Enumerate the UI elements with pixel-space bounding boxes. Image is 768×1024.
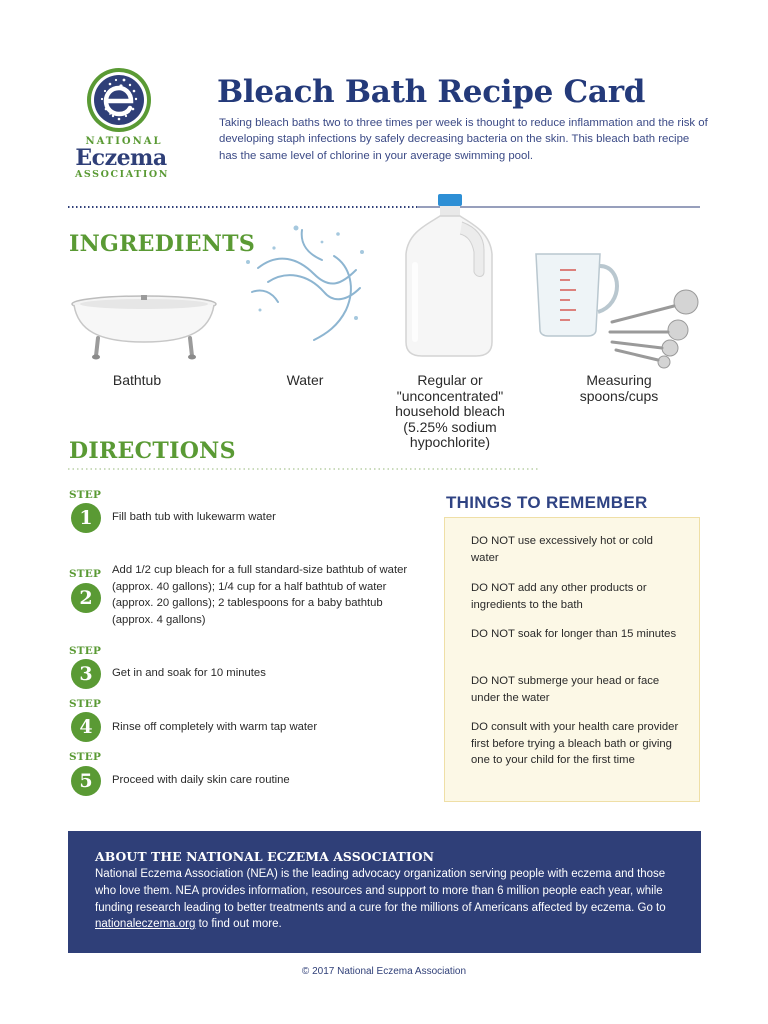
step-number-4: 4 [71,712,101,742]
ingredient-label-measuring: Measuring spoons/cups [579,372,659,404]
remember-item-3: DO NOT soak for longer than 15 minutes [471,628,677,640]
remember-item-5: DO consult with your health care provider first before trying a bleach bath or giving one to your child for the first time [471,721,679,767]
nea-logo [66,66,176,182]
bleach-jug-icon [398,192,498,360]
things-to-remember-heading: THINGS TO REMEMBER [446,493,648,512]
step-number-5: 5 [71,766,101,796]
directions-divider [68,466,538,472]
intro-paragraph: Taking bleach baths two to three times per week is thought to reduce inflammation and the risk of developing staph infections by safely decreasing bacteria on the skin. This bleach bath recipe has the same level of chlorine in your average swimming pool. [219,117,708,162]
header-divider [68,202,700,212]
step-label: STEP [69,568,102,580]
water-splash-icon [238,222,370,346]
step-number-3: 3 [71,659,101,689]
step-label: STEP [69,489,102,501]
about-text-before: National Eczema Association (NEA) is the leading advocacy organization serving people with eczema and those who love them. NEA provides information, resources and support to more than 6 million people each year, while funding research leading to better treatments and a cure for the millions of Americans affected by eczema. Go to [95,868,666,914]
step-text-2: Add 1/2 cup bleach for a full standard-size bathtub of water (approx. 40 gallons); 1/4 cup for a half bathtub of water (approx. 20 gallons); 2 tablespoons for a baby bathtub (approx. 4 gallons) [112,564,408,626]
step-number-2: 2 [71,583,101,613]
step-text-5: Proceed with daily skin care routine [112,774,290,786]
step-text-1: Fill bath tub with lukewarm water [112,511,276,523]
ingredient-label-bathtub: Bathtub [112,372,162,388]
step-number-1: 1 [71,503,101,533]
ingredient-label-water: Water [286,372,324,388]
logo-text-association: ASSOCIATION [74,169,170,180]
things-to-remember-box [444,517,700,802]
about-paragraph [95,866,685,933]
footer-copyright: © 2017 National Eczema Association [301,966,467,977]
remember-item-1: DO NOT use excessively hot or cold water [471,535,653,564]
remember-item-4: DO NOT submerge your head or face under the water [471,675,660,704]
website-link[interactable]: nationaleczema.org [95,918,196,931]
about-heading: ABOUT THE NATIONAL ECZEMA ASSOCIATION [95,849,435,864]
about-text-after: to find out more. [195,918,282,931]
step-label: STEP [69,698,102,710]
step-label: STEP [69,751,102,763]
page-title: Bleach Bath Recipe Card [217,74,646,110]
measuring-cup-icon [530,248,706,372]
logo-text-eczema: Eczema [75,145,167,171]
logo-text-national: NATIONAL [85,136,163,147]
about-section [68,831,701,953]
directions-heading: DIRECTIONS [69,438,236,464]
ingredients-heading: INGREDIENTS [69,231,256,257]
step-label: STEP [69,645,102,657]
step-text-3: Get in and soak for 10 minutes [112,667,266,679]
step-text-4: Rinse off completely with warm tap water [112,721,318,733]
ingredient-label-bleach: Regular or "unconcentrated" household bleach (5.25% sodium hypochlorite) [395,372,505,450]
remember-item-2: DO NOT add any other products or ingredients to the bath [471,582,647,611]
bathtub-icon [70,288,218,364]
